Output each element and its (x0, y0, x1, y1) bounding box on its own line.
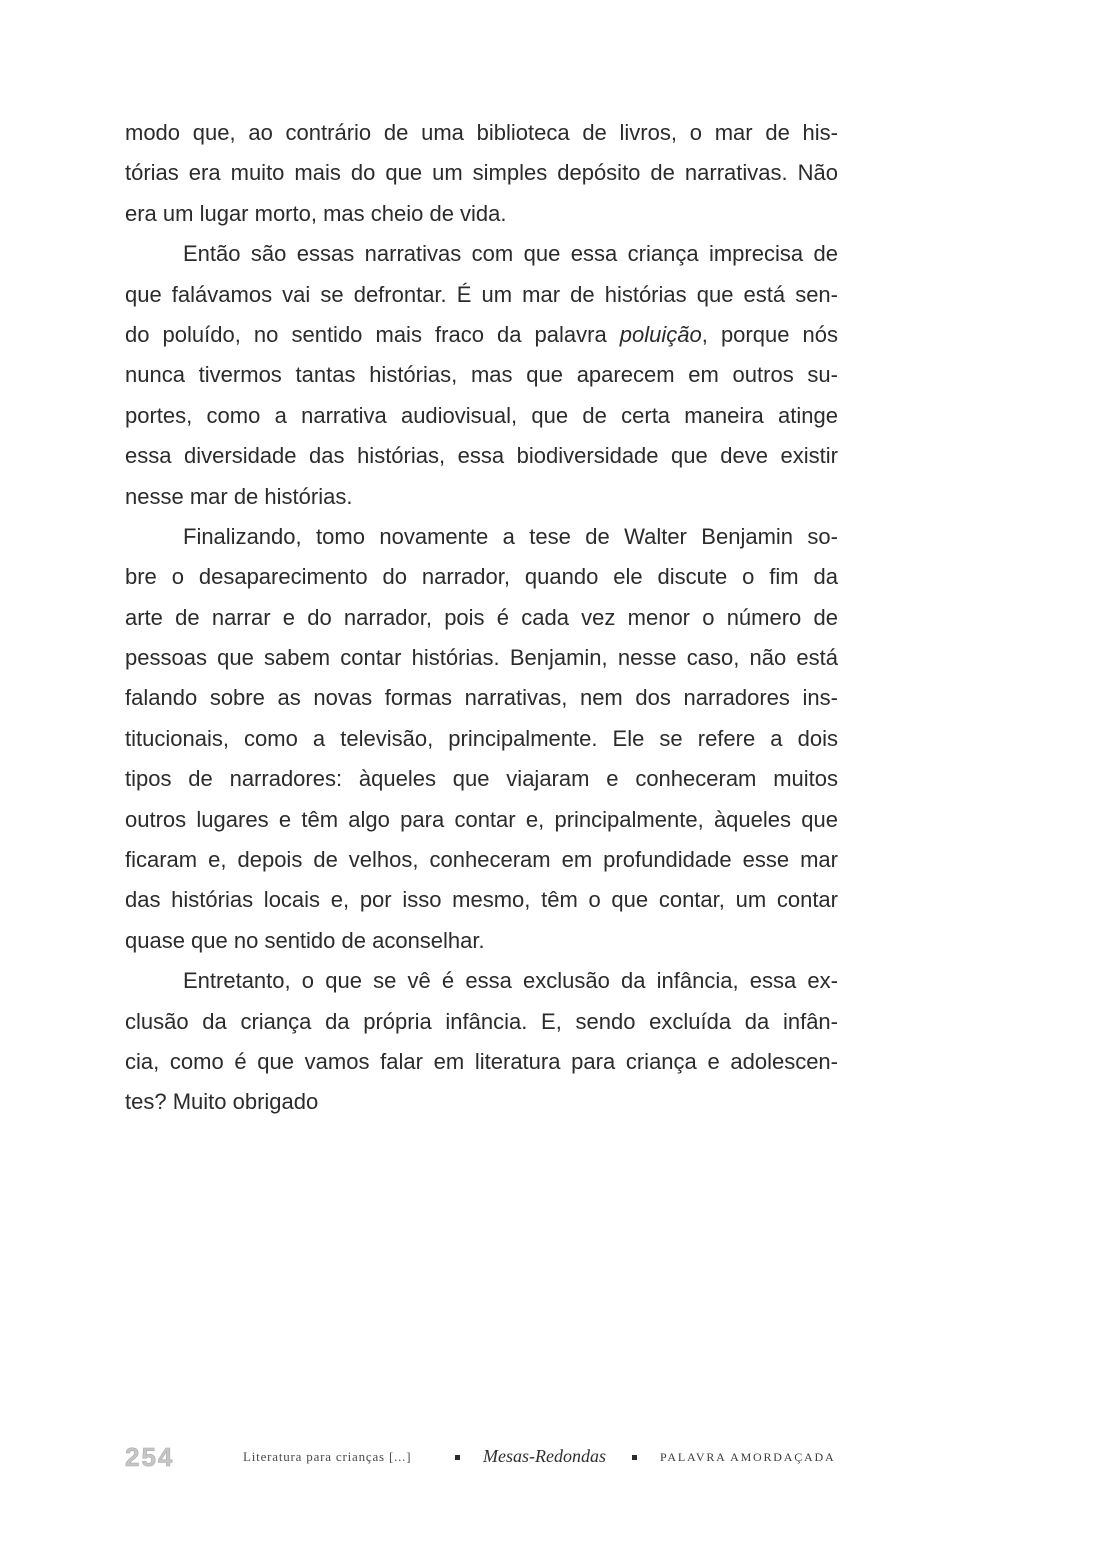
text-line: das histórias locais e, por isso mesmo, têm o que contar, um contar (125, 887, 838, 913)
square-bullet-icon (632, 1455, 637, 1460)
text-line: falando sobre as novas formas narrativas, nem dos narradores ins- (125, 685, 838, 711)
text-segment: , porque nós (701, 321, 838, 347)
book-title: PALAVRA AMORDAÇADA (660, 1450, 836, 1464)
paragraph (125, 961, 838, 1123)
text-line: era um lugar morto, mas cheio de vida. (125, 200, 507, 226)
text-line: quase que no sentido de aconselhar. (125, 927, 485, 953)
paragraph (125, 234, 838, 517)
text-segment: do poluído, no sentido mais fraco da palavra (125, 321, 620, 347)
text-line: nesse mar de histórias. (125, 483, 353, 509)
text-line (125, 315, 838, 355)
square-bullet-icon (455, 1455, 460, 1460)
text-line: essa diversidade das histórias, essa biodiversidade que deve existir (125, 443, 838, 469)
text-line: tipos de narradores: àqueles que viajaram e conheceram muitos (125, 766, 838, 792)
text-line: Entretanto, o que se vê é essa exclusão da infância, essa ex- (183, 968, 838, 994)
text-line: cia, como é que vamos falar em literatura para criança e adolescen- (125, 1048, 838, 1074)
text-line: arte de narrar e do narrador, pois é cada vez menor o número de (125, 604, 838, 630)
text-line: modo que, ao contrário de uma biblioteca de livros, o mar de his- (125, 120, 838, 145)
body-text (125, 113, 838, 1123)
text-line: ficaram e, depois de velhos, conheceram em profundidade esse mar (125, 847, 838, 873)
text-line: tórias era muito mais do que um simples depósito de narrativas. Não (125, 160, 838, 186)
text-line: Então são essas narrativas com que essa criança imprecisa de (183, 241, 838, 267)
text-line: titucionais, como a televisão, principalmente. Ele se refere a dois (125, 725, 838, 751)
text-line: clusão da criança da própria infância. E, sendo excluída da infân- (125, 1008, 838, 1034)
running-title: Literatura para crianças [...] (243, 1449, 412, 1464)
text-line: tes? Muito obrigado (125, 1089, 319, 1115)
text-line: Finalizando, tomo novamente a tese de Walter Benjamin so- (183, 523, 838, 549)
page-number: 254 (125, 1442, 175, 1472)
paragraph (125, 517, 838, 961)
text-line: bre o desaparecimento do narrador, quando ele discute o fim da (125, 564, 838, 590)
section-title: Mesas-Redondas (483, 1446, 606, 1466)
text-line: outros lugares e têm algo para contar e, principalmente, àqueles que (125, 806, 838, 832)
text-line: pessoas que sabem contar histórias. Benjamin, nesse caso, não está (125, 645, 838, 671)
text-line: que falávamos vai se defrontar. É um mar de histórias que está sen- (125, 281, 838, 307)
text-line: nunca tivermos tantas histórias, mas que aparecem em outros su- (125, 362, 838, 388)
text-line: portes, como a narrativa audiovisual, que de certa maneira atinge (125, 402, 838, 428)
paragraph (125, 113, 838, 234)
page-footer (0, 1440, 1100, 1476)
emphasized-word: poluição (619, 321, 702, 347)
